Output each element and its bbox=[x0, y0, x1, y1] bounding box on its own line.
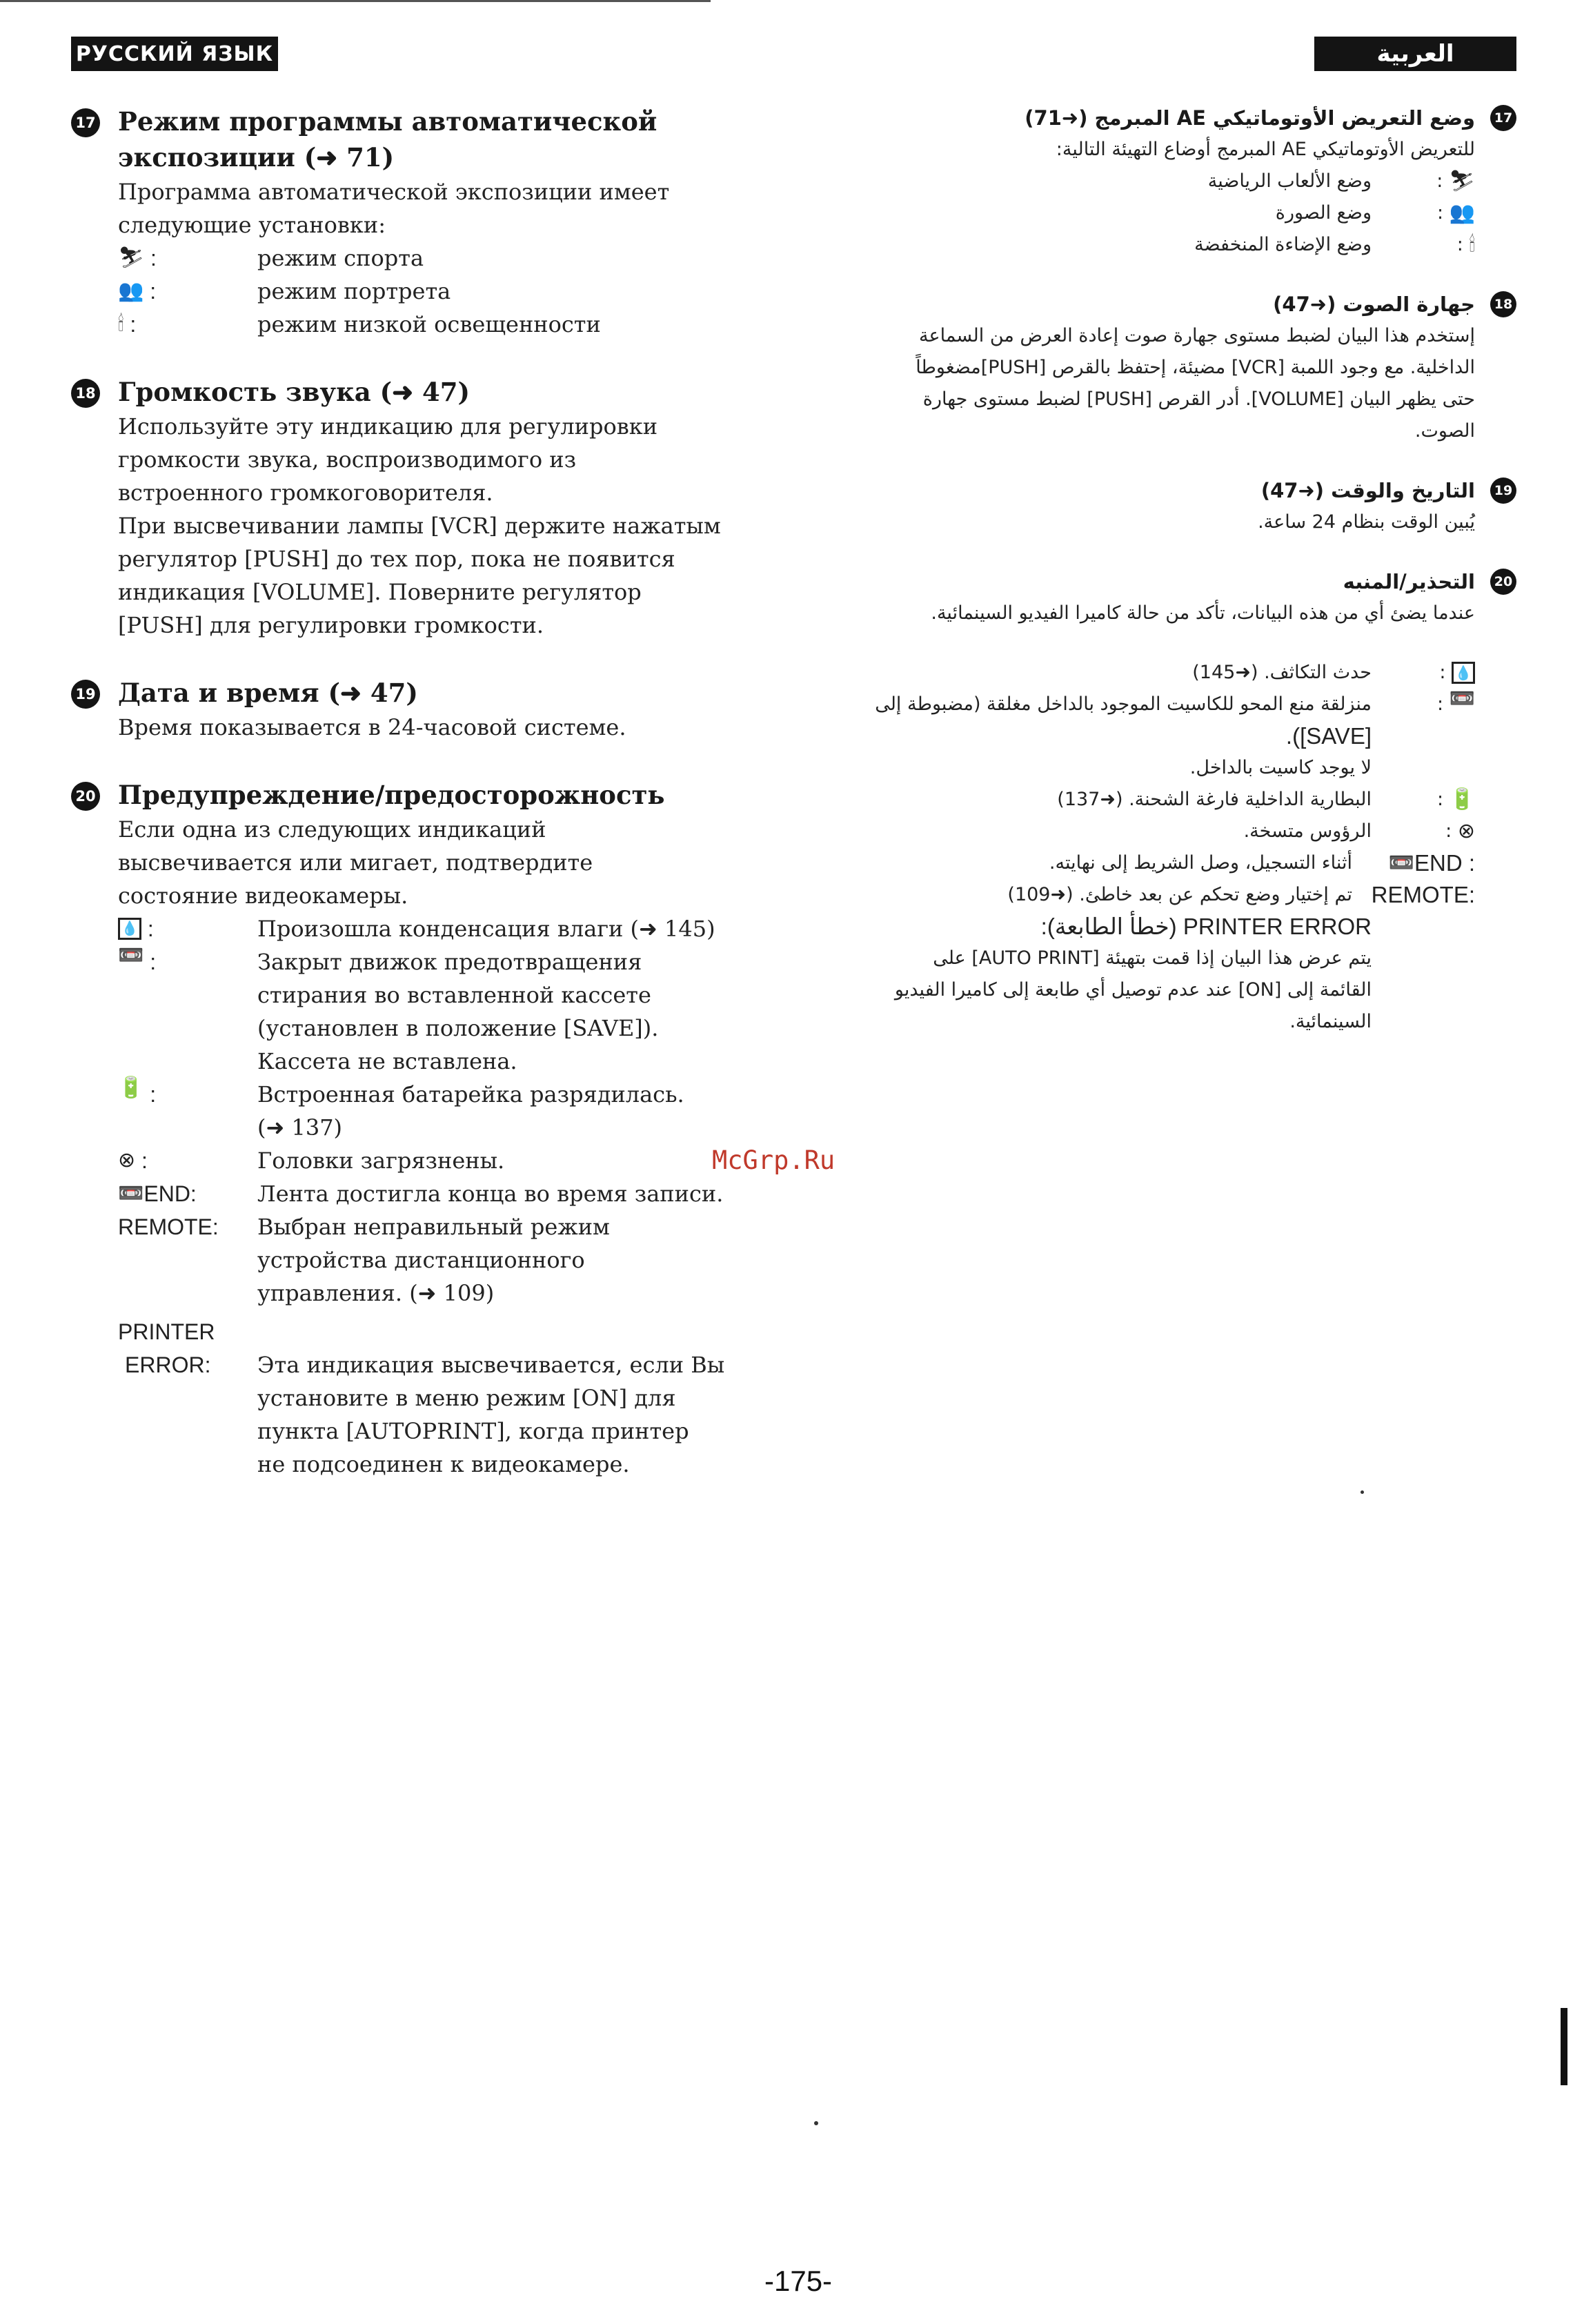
warning-text: стирания во вставленной кассете bbox=[257, 982, 651, 1008]
section-19 bbox=[71, 675, 761, 744]
mode-label: وضع الإضاءة المنخفضة bbox=[1194, 234, 1372, 255]
page-number: -175- bbox=[764, 2265, 833, 2297]
paragraph-line: громкости звука, воспроизводимого из bbox=[118, 446, 577, 473]
warning-text: Закрыт движок предотвращения bbox=[257, 949, 642, 975]
battery-icon: 🔋 bbox=[118, 1076, 144, 1100]
speck bbox=[1361, 1490, 1364, 1494]
warning-text: Головки загрязнены. bbox=[257, 1148, 505, 1174]
section-title: التحذير/المنبه bbox=[1343, 570, 1475, 593]
mode-label: режим портрета bbox=[257, 278, 451, 304]
warning-text: القائمة إلى [ON] عند عدم توصيل أي طابعة إلى كاميرا الفيديو bbox=[894, 979, 1372, 1001]
mode-label: وضع الألعاب الرياضية bbox=[1207, 170, 1372, 192]
condensation-icon: 💧 bbox=[1452, 662, 1475, 684]
warning-row: 📼 : منزلقة منع المحو للكاسيت الموجود بالداخل مغلقة (مضبوطة إلى [SAVE]). لا يوجد كاسيت بالداخل. bbox=[842, 689, 1475, 784]
warning-key: ERROR: bbox=[125, 1352, 211, 1377]
condensation-icon: 💧 bbox=[118, 918, 141, 940]
section-17-ar bbox=[842, 102, 1516, 261]
cassette-icon: 📼 bbox=[118, 943, 144, 967]
item-number: 19 bbox=[1490, 477, 1516, 504]
tape-end-icon: 📼 bbox=[118, 1181, 144, 1205]
paragraph: Время показывается в 24-часовой системе. bbox=[118, 714, 626, 740]
warning-text: Выбран неправильный режим bbox=[257, 1214, 610, 1240]
warning-row: 🔋 : Встроенная батарейка разрядилась. (➜ 137) bbox=[118, 1078, 761, 1144]
section-20 bbox=[71, 777, 761, 1481]
dirty-heads-icon: ⊗ bbox=[1457, 819, 1475, 843]
mode-row bbox=[118, 275, 761, 308]
paragraph-line: индикация [VOLUME]. Поверните регулятор bbox=[118, 579, 642, 605]
section-title: Предупреждение/предосторожность bbox=[118, 780, 665, 810]
warning-row: ⊗ : الرؤوس متسخة. bbox=[842, 816, 1475, 847]
warning-key: REMOTE: bbox=[1371, 882, 1475, 907]
warning-row bbox=[118, 1315, 761, 1481]
warning-text: تم إختيار وضع تحكم عن بعد خاطئ. (➜109) bbox=[1007, 884, 1352, 905]
mode-row: 🕯 : وضع الإضاءة المنخفضة bbox=[842, 229, 1475, 261]
top-rule bbox=[0, 0, 711, 2]
colon: : bbox=[150, 246, 157, 270]
speck bbox=[814, 2121, 818, 2125]
paragraph: Программа автоматической экспозиции имеет bbox=[118, 179, 670, 205]
warning-text: Лента достигла конца во время записи. bbox=[257, 1181, 724, 1207]
warning-text: [SAVE]). bbox=[1285, 723, 1372, 749]
russian-column bbox=[71, 104, 761, 1514]
colon: : bbox=[150, 279, 157, 304]
section-19-ar bbox=[842, 475, 1516, 538]
warning-row bbox=[842, 847, 1475, 879]
section-20-ar bbox=[842, 566, 1516, 1038]
warning-text: منزلقة منع المحو للكاسيت الموجود بالداخل مغلقة (مضبوطة إلى bbox=[875, 693, 1372, 715]
warning-text: البطارية الداخلية فارغة الشحنة. (➜137) bbox=[1057, 789, 1372, 810]
warning-text: установите в меню режим [ON] для bbox=[257, 1385, 676, 1411]
warning-text: (установлен в положение [SAVE]). bbox=[257, 1015, 659, 1041]
warning-row: 💧 : حدث التكاثف. (➜145) bbox=[842, 657, 1475, 689]
section-18 bbox=[71, 374, 761, 642]
mode-label: وضع الصورة bbox=[1275, 202, 1372, 224]
watermark: McGrp.Ru bbox=[712, 1145, 835, 1175]
section-title: وضع التعريض الأوتوماتيكي AE المبرمج (➜71) bbox=[1025, 106, 1475, 130]
section-title: Громкость звука (➜ 47) bbox=[118, 377, 471, 407]
item-number: 18 bbox=[71, 379, 100, 408]
section-title: Режим программы автоматической bbox=[118, 106, 657, 137]
warning-row: ⊗ : Головки загрязнены. bbox=[118, 1144, 761, 1177]
warning-key: PRINTER ERROR (خطأ الطابعة): bbox=[1040, 914, 1372, 939]
warning-key: END : bbox=[1414, 850, 1475, 876]
language-tag-arabic: العربية bbox=[1314, 37, 1516, 71]
mode-row bbox=[118, 308, 761, 341]
warning-text: يتم عرض هذا البيان إذا قمت بتهيئة [AUTO PRINT] على bbox=[933, 947, 1372, 969]
page-edge-marker bbox=[1561, 2008, 1567, 2085]
arabic-column bbox=[842, 102, 1516, 1065]
low-light-mode-icon: 🕯 bbox=[1469, 233, 1475, 257]
paragraph-line: Если одна из следующих индикаций bbox=[118, 816, 546, 843]
section-17 bbox=[71, 104, 761, 341]
item-number: 19 bbox=[71, 680, 100, 709]
item-number: 17 bbox=[71, 108, 100, 137]
section-title: التاريخ والوقت (➜47) bbox=[1260, 479, 1475, 502]
mode-label: режим низкой освещенности bbox=[257, 311, 601, 337]
portrait-mode-icon: 👥 bbox=[1449, 201, 1475, 225]
warning-text: Произошла конденсация влаги (➜ 145) bbox=[257, 916, 715, 942]
warning-row bbox=[842, 879, 1475, 911]
cassette-icon: 📼 bbox=[1449, 687, 1475, 711]
dirty-heads-icon: ⊗ bbox=[118, 1148, 136, 1172]
item-number: 18 bbox=[1490, 291, 1516, 317]
paragraph-line: При высвечивании лампы [VCR] держите нажатым bbox=[118, 513, 721, 539]
mode-label: режим спорта bbox=[257, 245, 424, 271]
warning-key: PRINTER bbox=[118, 1319, 215, 1344]
section-title: جهارة الصوت (➜47) bbox=[1273, 293, 1475, 316]
paragraph: عندما يضئ أي من هذه البيانات، تأكد من حالة كاميرا الفيديو السينمائية. bbox=[931, 602, 1475, 624]
section-18-ar bbox=[842, 288, 1516, 447]
paragraph-line: состояние видеокамеры. bbox=[118, 883, 408, 909]
paragraph-line: регулятор [PUSH] до тех пор, пока не появится bbox=[118, 546, 675, 572]
warning-text: حدث التكاثف. (➜145) bbox=[1192, 662, 1372, 683]
warning-text: (➜ 137) bbox=[257, 1114, 343, 1141]
warning-text: Эта индикация высвечивается, если Вы bbox=[257, 1352, 725, 1378]
warning-row: 💧 : Произошла конденсация влаги (➜ 145) bbox=[118, 912, 761, 945]
paragraph-line: الصوت. bbox=[1414, 420, 1475, 442]
low-light-mode-icon: 🕯 bbox=[118, 312, 124, 336]
paragraph-line: حتى يظهر البيان [VOLUME]. أدر القرص [PUSH] لضبط مستوى جهارة bbox=[922, 388, 1475, 410]
warning-text: Встроенная батарейка разрядилась. bbox=[257, 1081, 684, 1107]
warning-key: REMOTE: bbox=[118, 1214, 219, 1239]
paragraph: يُبين الوقت بنظام 24 ساعة. bbox=[1258, 511, 1475, 533]
mode-row bbox=[118, 242, 761, 275]
item-number: 20 bbox=[71, 782, 100, 811]
warning-text: управления. (➜ 109) bbox=[257, 1280, 495, 1306]
warning-row: 📼 : Закрыт движок предотвращения стирания во вставленной кассете (установлен в положение [SAVE]). Кассета не вставлена. bbox=[118, 945, 761, 1078]
warning-text-block bbox=[842, 943, 1475, 1038]
warning-row: 🔋 : البطارية الداخلية فارغة الشحنة. (➜137) bbox=[842, 784, 1475, 816]
item-number: 20 bbox=[1490, 569, 1516, 595]
section-title: Дата и время (➜ 47) bbox=[118, 678, 418, 708]
warning-key: END: bbox=[144, 1181, 197, 1206]
item-number: 17 bbox=[1490, 105, 1516, 131]
colon: : bbox=[130, 312, 137, 337]
section-title-cont: экспозиции (➜ 71) bbox=[118, 142, 395, 173]
warning-text: لا يوجد كاسيت بالداخل. bbox=[1189, 757, 1372, 778]
warning-row bbox=[118, 1210, 761, 1310]
warning-text: Кассета не вставлена. bbox=[257, 1048, 517, 1074]
tape-end-icon: 📼 bbox=[1388, 851, 1414, 875]
battery-icon: 🔋 bbox=[1449, 787, 1475, 811]
mode-row: 👥 : وضع الصورة bbox=[842, 197, 1475, 229]
paragraph-line: Используйте эту индикацию для регулировки bbox=[118, 413, 658, 440]
paragraph: للتعريض الأوتوماتيكي AE المبرمج أوضاع التهيئة التالية: bbox=[1056, 139, 1475, 160]
paragraph-line: [PUSH] для регулировки громкости. bbox=[118, 612, 544, 638]
language-tag-russian: РУССКИЙ ЯЗЫК bbox=[71, 37, 278, 71]
sports-mode-icon: ⛷ bbox=[1448, 169, 1475, 193]
warning-row bbox=[842, 911, 1475, 943]
paragraph-line: высвечивается или мигает, подтвердите bbox=[118, 849, 593, 876]
warning-text: أثناء التسجيل، وصل الشريط إلى نهايته. bbox=[1049, 852, 1352, 874]
warning-text: устройства дистанционного bbox=[257, 1247, 585, 1273]
warning-text: пункта [AUTOPRINT], когда принтер bbox=[257, 1418, 689, 1444]
paragraph-line: встроенного громкоговорителя. bbox=[118, 480, 493, 506]
warning-row bbox=[118, 1177, 761, 1210]
warning-text: не подсоединен к видеокамере. bbox=[257, 1451, 630, 1477]
warning-text: الرؤوس متسخة. bbox=[1243, 820, 1372, 842]
sports-mode-icon: ⛷ bbox=[118, 246, 145, 270]
warning-text: السينمائية. bbox=[1289, 1011, 1372, 1032]
mode-row: ⛷ : وضع الألعاب الرياضية bbox=[842, 166, 1475, 197]
paragraph-line: إستخدم هذا البيان لضبط مستوى جهارة صوت إعادة العرض من السماعة bbox=[919, 325, 1475, 346]
portrait-mode-icon: 👥 bbox=[118, 279, 144, 303]
paragraph: следующие установки: bbox=[118, 212, 386, 238]
paragraph-line: الداخلية. مع وجود اللمبة [VCR] مضيئة، إحتفظ بالقرص [PUSH]مضغوطاً bbox=[916, 357, 1475, 378]
